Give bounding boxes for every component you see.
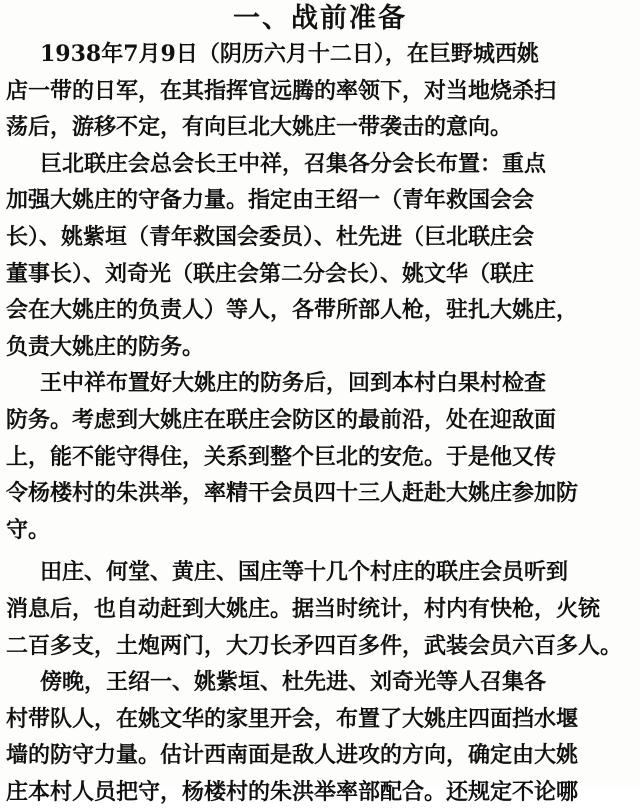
text-line: 长）、姚紫垣（青年救国会委员）、杜先进（巨北联庄会 [6,223,535,250]
paragraph-3 [6,365,636,548]
text-line: 傍晚，王绍一、姚紫垣、杜先进、刘奇光等人召集各 [40,669,547,696]
text-line: 田庄、何堂、黄庄、国庄等十几个村庄的联庄会员听到 [40,559,569,586]
paragraph-1 [6,36,636,146]
text-line: 庄本村人员把守，杨楼村的朱洪举率部配合。还规定不论哪 [6,778,579,805]
text-line: 防务。考虑到大姚庄在联庄会防区的最前沿，处在迎敌面 [6,406,557,433]
text-line: 上，能不能守得住，关系到整个巨北的安危。于是他又传 [6,443,557,470]
text-line: 消息后，也自动赶到大姚庄。据当时统计，村内有快枪，火铳 [6,595,601,622]
text-line: 董事长）、刘奇光（联庄会第二分会长）、姚文华（联庄 [6,260,535,287]
body-text [6,36,636,810]
text-line: 墙的防守力量。估计西南面是敌人进攻的方向，确定由大姚 [6,742,579,769]
text-line: 1938年7月9日（阴历六月十二日），在巨野城西姚 [40,41,539,67]
text-line: 二百多支，土炮两门，大刀长矛四百多件，武装会员六百多人。 [6,632,623,659]
text-line: 负责大姚庄的防务。 [6,333,205,360]
text-line: 店一带的日军，在其指挥官远腾的率领下，对当地烧杀扫 [6,77,557,104]
text-line: 村带队人，在姚文华的家里开会，布置了大姚庄四面挡水堰 [6,705,579,732]
text-line: 加强大姚庄的守备力量。指定由王绍一（青年救国会会 [6,187,535,214]
section-title: 一、战前准备 [233,3,407,34]
paragraph-4 [6,554,636,664]
text-line: 巨北联庄会总会长王中祥，召集各分会长布置：重点 [40,150,547,177]
text-line: 王中祥布置好大姚庄的防务后，回到本村白果村检查 [40,370,547,397]
paragraph-5 [6,664,636,810]
text-line: 荡后，游移不定，有向巨北大姚庄一带袭击的意向。 [6,114,513,141]
paragraph-2 [6,146,636,366]
text-line: 守。 [6,516,51,543]
text-line: 会在大姚庄的负责人）等人，各带所部人枪，驻扎大姚庄， [6,297,579,324]
text-line: 令杨楼村的朱洪举，率精干会员四十三人赶赴大姚庄参加防 [6,480,579,507]
